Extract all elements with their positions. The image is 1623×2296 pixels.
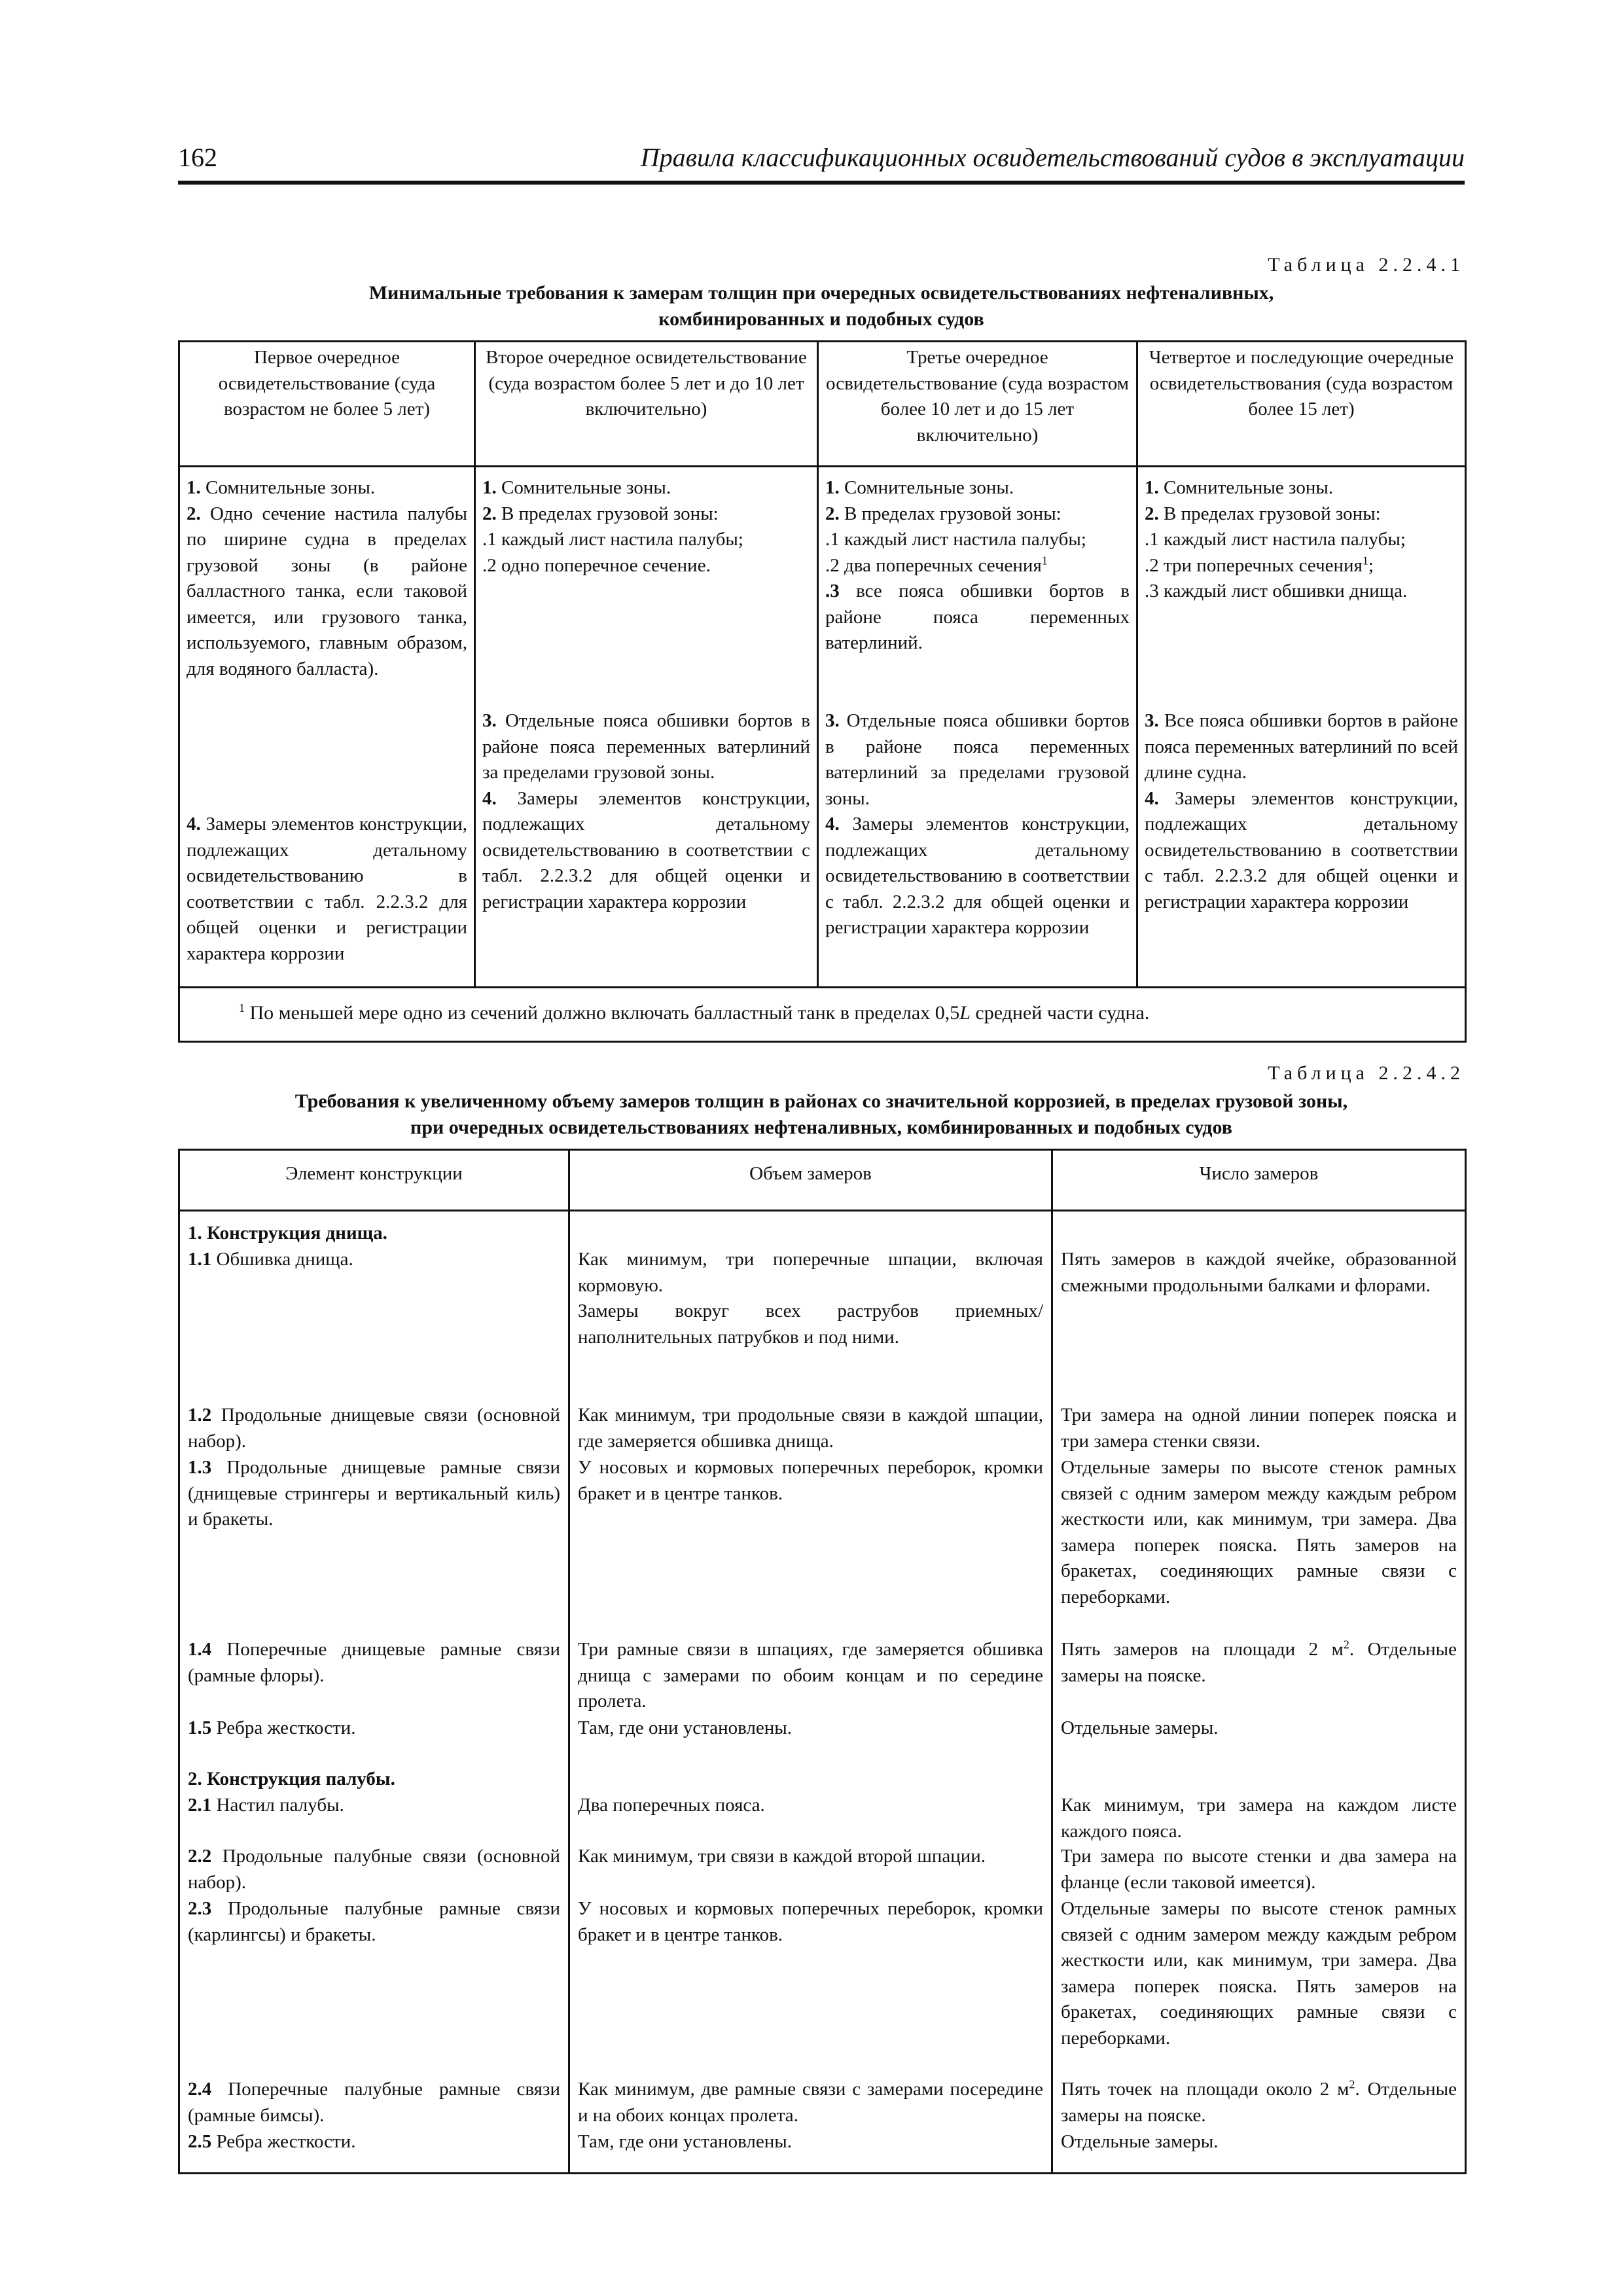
table1-col-header: Первое очередное освидетельствование (суда возрастом не более 5 лет) — [179, 342, 475, 467]
section-heading: 2. Конструкция палубы. — [188, 1768, 395, 1789]
volume-2-4: Как минимум, две рамные связи с замерами посередине и на обоих концах пролета. — [578, 2079, 1043, 2126]
element-2-3: 2.3 Продольные палубные рамные связи (карлингсы) и бракеты. — [188, 1898, 560, 1945]
table2-cell-count — [1052, 1211, 1466, 2174]
element-1-3: 1.3 Продольные днищевые рамные связи (днищевые стрингеры и вертикальный киль) и бракеты. — [188, 1457, 560, 1530]
table1-c3-items-1-2: 1. Сомнительные зоны. 2. В пределах грузовой зоны: .1 каждый лист настила палубы; .2 два поперечных сечения$^1$ .3 все пояса обшивки бортов в районе пояса переменных ватерлиний. — [825, 477, 1130, 653]
volume-1-4: Три рамные связи в шпациях, где замеряется обшивка днища с замерами по обоим концам и по середине пролета. — [578, 1639, 1043, 1712]
section-heading: 1. Конструкция днища. — [188, 1223, 387, 1244]
table1-cell — [475, 467, 818, 988]
table2 — [178, 1149, 1467, 2174]
table1-cell — [179, 467, 475, 988]
element-2-4: 2.4 Поперечные палубные рамные связи (рамные бимсы). — [188, 2079, 560, 2126]
table1-cell — [818, 467, 1137, 988]
count-2-4: Пять точек на площади около 2 $м^2$. Отдельные замеры на пояске. — [1061, 2077, 1457, 2126]
table2-title — [178, 1088, 1465, 1141]
table2-col-header: Число замеров — [1052, 1150, 1466, 1211]
volume-2-2: Как минимум, три связи в каждой второй шпации. — [578, 1846, 986, 1867]
element-2-1: 2.1 Настил палубы. — [188, 1795, 344, 1816]
table1 — [178, 340, 1467, 1043]
element-1-2: 1.2 Продольные днищевые связи (основной набор). — [188, 1405, 560, 1452]
table2-number: Таблица 2.2.4.2 — [1268, 1062, 1465, 1084]
table1-header-row — [179, 342, 1466, 467]
table1-col-header: Третье очередное освидетельствование (суда возрастом более 10 лет и до 15 лет включительно) — [818, 342, 1137, 467]
table1-footnote: $^1$ По меньшей мере одно из сечений должно включать балластный танк в пределах 0,5L средней части судна. — [179, 988, 1466, 1042]
running-title: Правила классификационных освидетельствований судов в эксплуатации — [640, 143, 1465, 172]
table1-footnote-row — [179, 988, 1466, 1042]
table1-c2-items-3-4: 3. Отдельные пояса обшивки бортов в районе пояса переменных ватерлиний за пределами грузовой зоны. 4. Замеры элементов конструкции, подлежащих детальному освидетельствованию в соответствии с табл. 2.2.3.2 для общей оценки и регистрации характера коррозии — [482, 710, 810, 912]
volume-2-3: У носовых и кормовых поперечных переборок, кромки бракет и в центре танков. — [578, 1898, 1043, 1945]
table2-header-row — [179, 1150, 1466, 1211]
table2-col-header: Объем замеров — [569, 1150, 1052, 1211]
table2-title-line2: при очередных освидетельствованиях нефтеналивных, комбинированных и подобных судов — [410, 1117, 1232, 1138]
count-2-3: Отдельные замеры по высоте стенок рамных связей с одним замером между каждым ребром жесткости или, как минимум, три замера. Два замера поперек пояска. Пять замеров на бракетах, соединяющих рамные связи с переборками. — [1061, 1898, 1457, 2049]
count-2-5: Отдельные замеры. — [1061, 2131, 1219, 2152]
count-2-1: Как минимум, три замера на каждом листе каждого пояса. — [1061, 1795, 1457, 1842]
table1-c4-items-1-2: 1. Сомнительные зоны. 2. В пределах грузовой зоны: .1 каждый лист настила палубы; .2 три поперечных сечения$^1$; .3 каждый лист обшивки днища. — [1145, 477, 1408, 601]
element-1-1: 1.1 Обшивка днища. — [188, 1249, 353, 1270]
count-1-3: Отдельные замеры по высоте стенок рамных связей с одним замером между каждым ребром жесткости или, как минимум, три замера. Два замера поперек пояска. Пять замеров на бракетах, соединяющих рамные связи с переборками. — [1061, 1457, 1457, 1607]
table2-cell-volume — [569, 1211, 1052, 2174]
table1-title-line1: Минимальные требования к замерам толщин при очередных освидетельствованиях нефтеналивных, — [368, 282, 1274, 304]
count-1-1: Пять замеров в каждой ячейке, образованной смежными продольными балками и флорами. — [1061, 1249, 1457, 1296]
count-1-2: Три замера на одной линии поперек пояска и три замера стенки связи. — [1061, 1405, 1457, 1452]
count-2-2: Три замера по высоте стенки и два замера на фланце (если таковой имеется). — [1061, 1846, 1457, 1893]
table1-title — [178, 280, 1465, 332]
volume-1-2: Как минимум, три продольные связи в каждой шпации, где замеряется обшивка днища. — [578, 1405, 1043, 1452]
table2-title-line1: Требования к увеличенному объему замеров толщин в районах со значительной коррозией, в пределах грузовой зоны, — [294, 1090, 1348, 1112]
table1-col-header: Второе очередное освидетельствование (суда возрастом более 5 лет и до 10 лет включительно) — [475, 342, 818, 467]
table1-col-header: Четвертое и последующие очередные освидетельствования (суда возрастом более 15 лет) — [1137, 342, 1466, 467]
table2-cell-element — [179, 1211, 569, 2174]
page-number: 162 — [178, 143, 217, 172]
table1-title-line2: комбинированных и подобных судов — [658, 308, 984, 330]
volume-2-1: Два поперечных пояса. — [578, 1795, 765, 1816]
page-header — [178, 135, 1465, 185]
table1-number: Таблица 2.2.4.1 — [1268, 254, 1465, 276]
table1-c2-items-1-2: 1. Сомнительные зоны. 2. В пределах грузовой зоны: .1 каждый лист настила палубы; .2 одно поперечное сечение. — [482, 477, 743, 576]
table1-c1-item-4: 4. Замеры элементов конструкции, подлежащих детальному освидетельствованию в соответствии с табл. 2.2.3.2 для общей оценки и регистрации характера коррозии — [187, 814, 467, 964]
element-2-5: 2.5 Ребра жесткости. — [188, 2131, 356, 2152]
volume-1-1: Как минимум, три поперечные шпации, включая кормовую. Замеры вокруг всех раструбов приемных/наполнительных патрубков и под ними. — [578, 1249, 1043, 1348]
table1-c4-items-3-4: 3. Все пояса обшивки бортов в районе пояса переменных ватерлиний по всей длине судна. 4. Замеры элементов конструкции, подлежащих детальному освидетельствованию в соответствии с табл. 2.2.3.2 для общей оценки и регистрации характера коррозии — [1145, 710, 1458, 912]
volume-2-5: Там, где они установлены. — [578, 2131, 793, 2152]
element-2-2: 2.2 Продольные палубные связи (основной набор). — [188, 1846, 560, 1893]
volume-1-3: У носовых и кормовых поперечных переборок, кромки бракет и в центре танков. — [578, 1457, 1043, 1504]
count-1-4: Пять замеров на площади 2 $м^2$. Отдельные замеры на пояске. — [1061, 1638, 1457, 1686]
table2-col-header: Элемент конструкции — [179, 1150, 569, 1211]
volume-1-5: Там, где они установлены. — [578, 1717, 793, 1738]
table2-body-row — [179, 1211, 1466, 2174]
count-1-5: Отдельные замеры. — [1061, 1717, 1219, 1738]
element-1-4: 1.4 Поперечные днищевые рамные связи (рамные флоры). — [188, 1639, 560, 1686]
table1-cell — [1137, 467, 1466, 988]
element-1-5: 1.5 Ребра жесткости. — [188, 1717, 356, 1738]
table1-body-row — [179, 467, 1466, 988]
table1-c1-items-1-2: 1. Сомнительные зоны. 2. Одно сечение настила палубы по ширине судна в пределах грузовой зоны (в районе балластного танка, если таковой имеется, или грузового танка, используемого, главным образом, для водяного балласта). — [187, 477, 467, 679]
table1-c3-items-3-4: 3. Отдельные пояса обшивки бортов в районе пояса переменных ватерлиний за пределами грузовой зоны. 4. Замеры элементов конструкции, подлежащих детальному освидетельствованию в соответствии с табл. 2.2.3.2 для общей оценки и регистрации характера коррозии — [825, 710, 1130, 938]
